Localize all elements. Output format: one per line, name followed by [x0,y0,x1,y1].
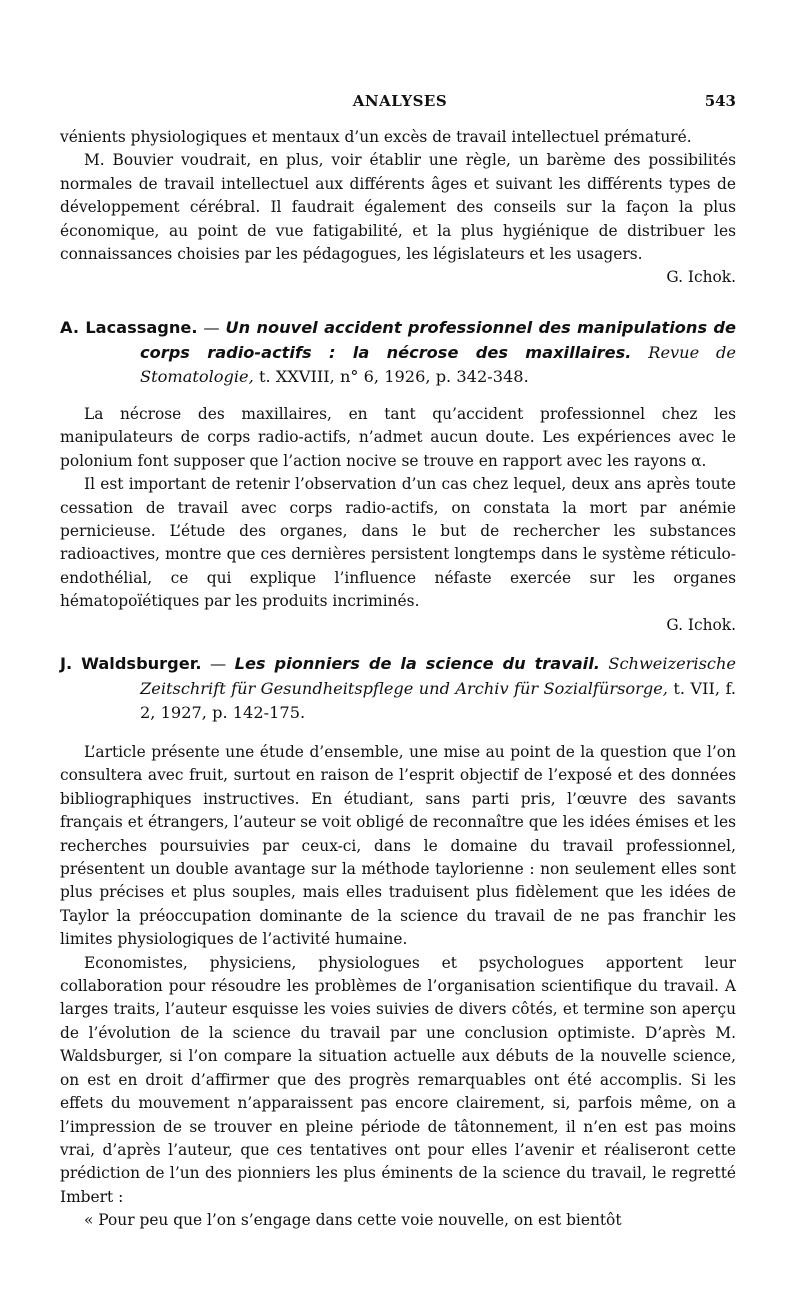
publication-details: t. VII, f. 2, 1927, p. 142-175. [140,678,736,722]
section-continuation [60,126,736,290]
reference-entry-waldsburger [60,652,736,726]
article-title: Un nouvel accident professionnel des manipulations de corps radio-actifs : la nécrose des maxillaires. [140,318,736,362]
paragraph: vénients physiologiques et mentaux d’un excès de travail intellectuel prématuré. [60,128,692,146]
page-header [60,90,740,114]
publication-details: t. XXVIII, n° 6, 1926, p. 342-348. [258,367,529,386]
abstract-waldsburger [60,741,736,1233]
reference-citation [60,316,736,390]
author: J. Waldsburger. [60,654,202,673]
paragraph: « Pour peu que l’on s’engage dans cette voie nouvelle, on est bientôt [84,1211,622,1230]
dash: — [201,654,235,673]
abstract-lacassagne [60,403,736,637]
journal-name: Schweizerische Zeitschrift für Gesundheitspflege und Archiv für Sozialfürsorge, [140,654,736,698]
paragraph: M. Bouvier voudrait, en plus, voir établir une règle, un barème des possibilités normales de travail intellectuel aux différents âges et suivant les différents types de développement cérébral. Il faudrait également des conseils sur la façon la plus économique, au point de vue fatigabilité, et la plus hygiénique de distribuer les connaissances choisies par les pédagogues, les législateurs et les usagers. [60,151,736,264]
paragraph: Economistes, physiciens, physiologues et psychologues apportent leur collaboration pour résoudre les problèmes de l’organisation scientifique du travail. A larges traits, l’auteur esquisse les voies suivies de divers côtés, et termine son aperçu de l’évolution de la science du travail par une conclusion optimiste. D’après M. Waldsburger, si l’on compare la situation actuelle aux débuts de la nouvelle science, on est en droit d’affirmer que des progrès remarquables ont été accomplis. Si les effets du mouvement n’apparaissent pas encore clairement, si, parfois même, on a l’impression de se trouver en pleine période de tâtonnement, il n’en est pas moins vrai, d’après l’auteur, que ces tentatives ont pour elles l’avenir et réaliseront cette prédiction de l’un des pionniers les plus éminents de la science du travail, le regretté Imbert : [60,953,736,1206]
journal-name: Revue de Stomatologie, [140,342,736,386]
page-number: 543 [704,92,736,110]
paragraph: Il est important de retenir l’observation d’un cas chez lequel, deux ans après toute cessation de travail avec corps radio-actifs, on constata la mort par anémie pernicieuse. L’étude des organes, dans le but de rechercher les substances radioactives, montre que ces dernières persistent longtemps dans le système réticulo-endothélial, ce qui explique l’influence néfaste exercée sur les organes hématopoïétiques par les produits incriminés. [60,475,736,611]
paragraph: L’article présente une étude d’ensemble, une mise au point de la question que l’on consultera avec fruit, surtout en raison de l’esprit objectif de l’exposé et des données bibliographiques instructives. En étudiant, sans parti pris, l’œuvre des savants français et étrangers, l’auteur se voit obligé de reconnaître que les idées émises et les recherches poursuivies par ceux-ci, dans le domaine du travail professionnel, présentent un double avantage sur la méthode taylorienne : non seulement elles sont plus précises et plus souples, mais elles traduisent plus fidèlement que les idées de Taylor la préoccupation dominante de la science du travail de ne pas franchir les limites physiologiques de l’activité humaine. [60,743,736,949]
article-title: Les pionniers de la science du travail. [234,654,600,673]
reference-citation [60,652,736,726]
author: A. Lacassagne. [60,318,198,337]
signature: G. Ichok. [666,615,736,634]
running-title: ANALYSES [352,92,448,110]
paragraph: La nécrose des maxillaires, en tant qu’accident professionnel chez les manipulateurs de corps radio-actifs, n’admet aucun doute. Les expériences avec le polonium font supposer que l’action nocive se trouve en rapport avec les rayons α. [60,405,736,470]
reference-entry-lacassagne [60,316,736,390]
dash: — [197,318,226,337]
signature: G. Ichok. [666,268,736,287]
